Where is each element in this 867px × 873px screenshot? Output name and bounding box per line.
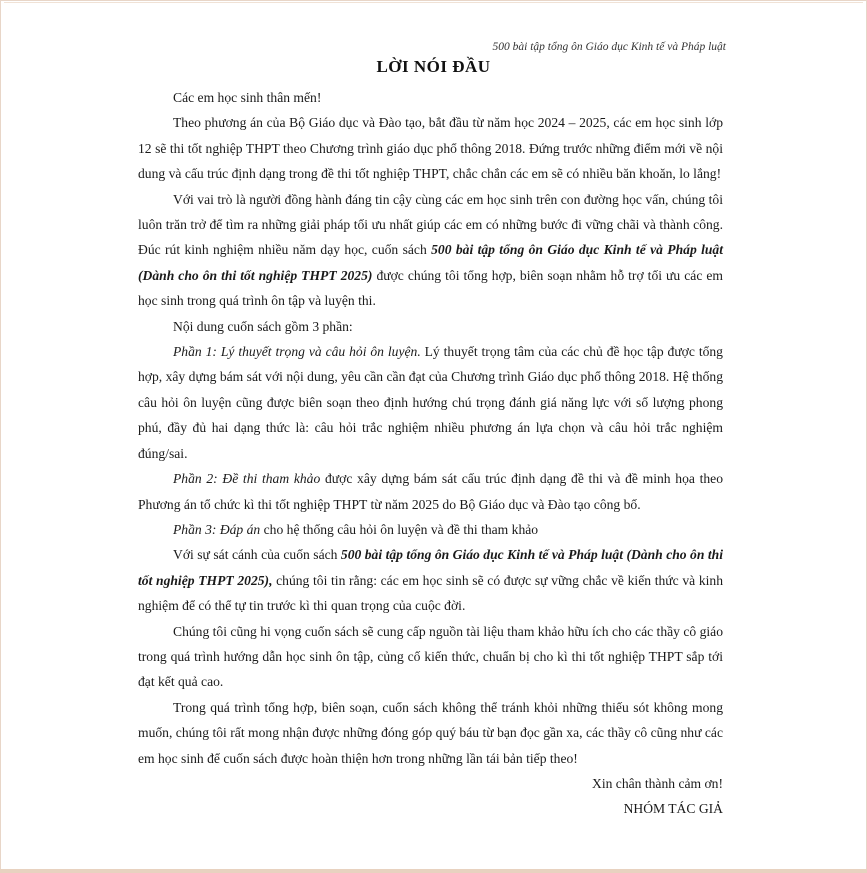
part3-text: cho hệ thống câu hỏi ôn luyện và đề thi tham khảo — [260, 521, 539, 537]
paragraph-purpose-text-a: Với vai trò là người đồng hành đáng tin cậy cùng các em học sinh trên con đường học vấn, chúng tôi luôn trăn trở để tìm ra những giải pháp tối ưu nhất giúp các em có những bước đi vững chãi và thành công. Đúc rút kinh nghiệm nhiều năm dạy học, cuốn sách — [138, 191, 723, 258]
paragraph-part3 — [138, 517, 723, 542]
running-header: 500 bài tập tổng ôn Giáo dục Kinh tế và Pháp luật — [492, 41, 726, 53]
paragraph-part1 — [138, 339, 723, 466]
part1-label: Phần 1: Lý thuyết trọng và câu hỏi ôn luyện. — [173, 344, 421, 360]
book-title-2: 500 bài tập tổng ôn Giáo dục Kinh tế và Pháp luật (Dành cho ôn thi tốt nghiệp THPT 2025), — [138, 547, 723, 588]
paragraph-confidence — [138, 542, 723, 618]
part2-text: được xây dựng bám sát cấu trúc định dạng đề thi và đề minh họa theo Phương án tổ chức kì thi tốt nghiệp THPT từ năm 2025 do Bộ Giáo dục và Đào tạo công bố. — [138, 471, 723, 512]
document-body — [138, 85, 723, 822]
greeting: Các em học sinh thân mến! — [173, 90, 322, 105]
paragraph-contents-intro: Nội dung cuốn sách gồm 3 phần: — [173, 318, 353, 334]
bottom-strip — [0, 869, 867, 873]
paragraph-purpose — [138, 187, 723, 314]
paragraph-feedback: Trong quá trình tổng hợp, biên soạn, cuốn sách không thể tránh khỏi những thiếu sót không mong muốn, chúng tôi rất mong nhận được những đóng góp quý báu từ bạn đọc gần xa, các thầy cô cũng như các em học sinh để cuốn sách được hoàn thiện hơn trong những lần tái bản tiếp theo! — [138, 699, 723, 766]
paragraph-purpose-text-b: được chúng tôi tổng hợp, biên soạn nhằm hỗ trợ tối ưu các em học sinh trong quá trình ôn tập và luyện thi. — [138, 267, 723, 309]
paragraph-intro: Theo phương án của Bộ Giáo dục và Đào tạo, bắt đầu từ năm học 2024 – 2025, các em học sinh lớp 12 sẽ thi tốt nghiệp THPT theo Chương trình giáo dục phổ thông 2018. Đứng trước những điểm mới về nội dung và cấu trúc định dạng trong đề thi tốt nghiệp THPT, chắc chắn các em sẽ có nhiều băn khoăn, lo lắng! — [138, 115, 723, 182]
part3-label: Phần 3: Đáp án — [173, 521, 261, 537]
paragraph-teachers: Chúng tôi cũng hi vọng cuốn sách sẽ cung cấp nguồn tài liệu tham khảo hữu ích cho các thầy cô giáo trong quá trình hướng dẫn học sinh ôn tập, củng cố kiến thức, chuẩn bị cho kì thi tốt nghiệp THPT sắp tới đạt kết quả cao. — [138, 623, 723, 690]
page-title: LỜI NÓI ĐẦU — [376, 57, 491, 76]
thanks-line: Xin chân thành cảm ơn! — [592, 775, 723, 791]
author-signature: NHÓM TÁC GIẢ — [623, 801, 723, 817]
paragraph-part2 — [138, 466, 723, 517]
part1-text: Lý thuyết trọng tâm của các chủ đề học tập được tổng hợp, xây dựng bám sát với nội dung, yêu cần cần đạt của Chương trình Giáo dục phổ thông 2018. Hệ thống câu hỏi ôn luyện cũng được biên soạn theo định hướng chú trọng đánh giá năng lực với số lượng phong phú, đầy đủ hai dạng thức là: câu hỏi trắc nghiệm nhiều phương án lựa chọn và câu hỏi trắc nghiệm đúng/sai. — [138, 344, 723, 461]
book-title: 500 bài tập tổng ôn Giáo dục Kinh tế và Pháp luật (Dành cho ôn thi tốt nghiệp THPT 2025) — [138, 242, 724, 283]
paragraph-confidence-text-a: Với sự sát cánh của cuốn sách — [173, 547, 341, 563]
part2-label: Phần 2: Đề thi tham khảo — [173, 471, 321, 487]
paragraph-confidence-text-b: chúng tôi tin rằng: các em học sinh sẽ có được sự vững chắc về kiến thức và kinh nghiệm để có thể tự tin trước kì thi quan trọng của cuộc đời. — [138, 572, 723, 614]
